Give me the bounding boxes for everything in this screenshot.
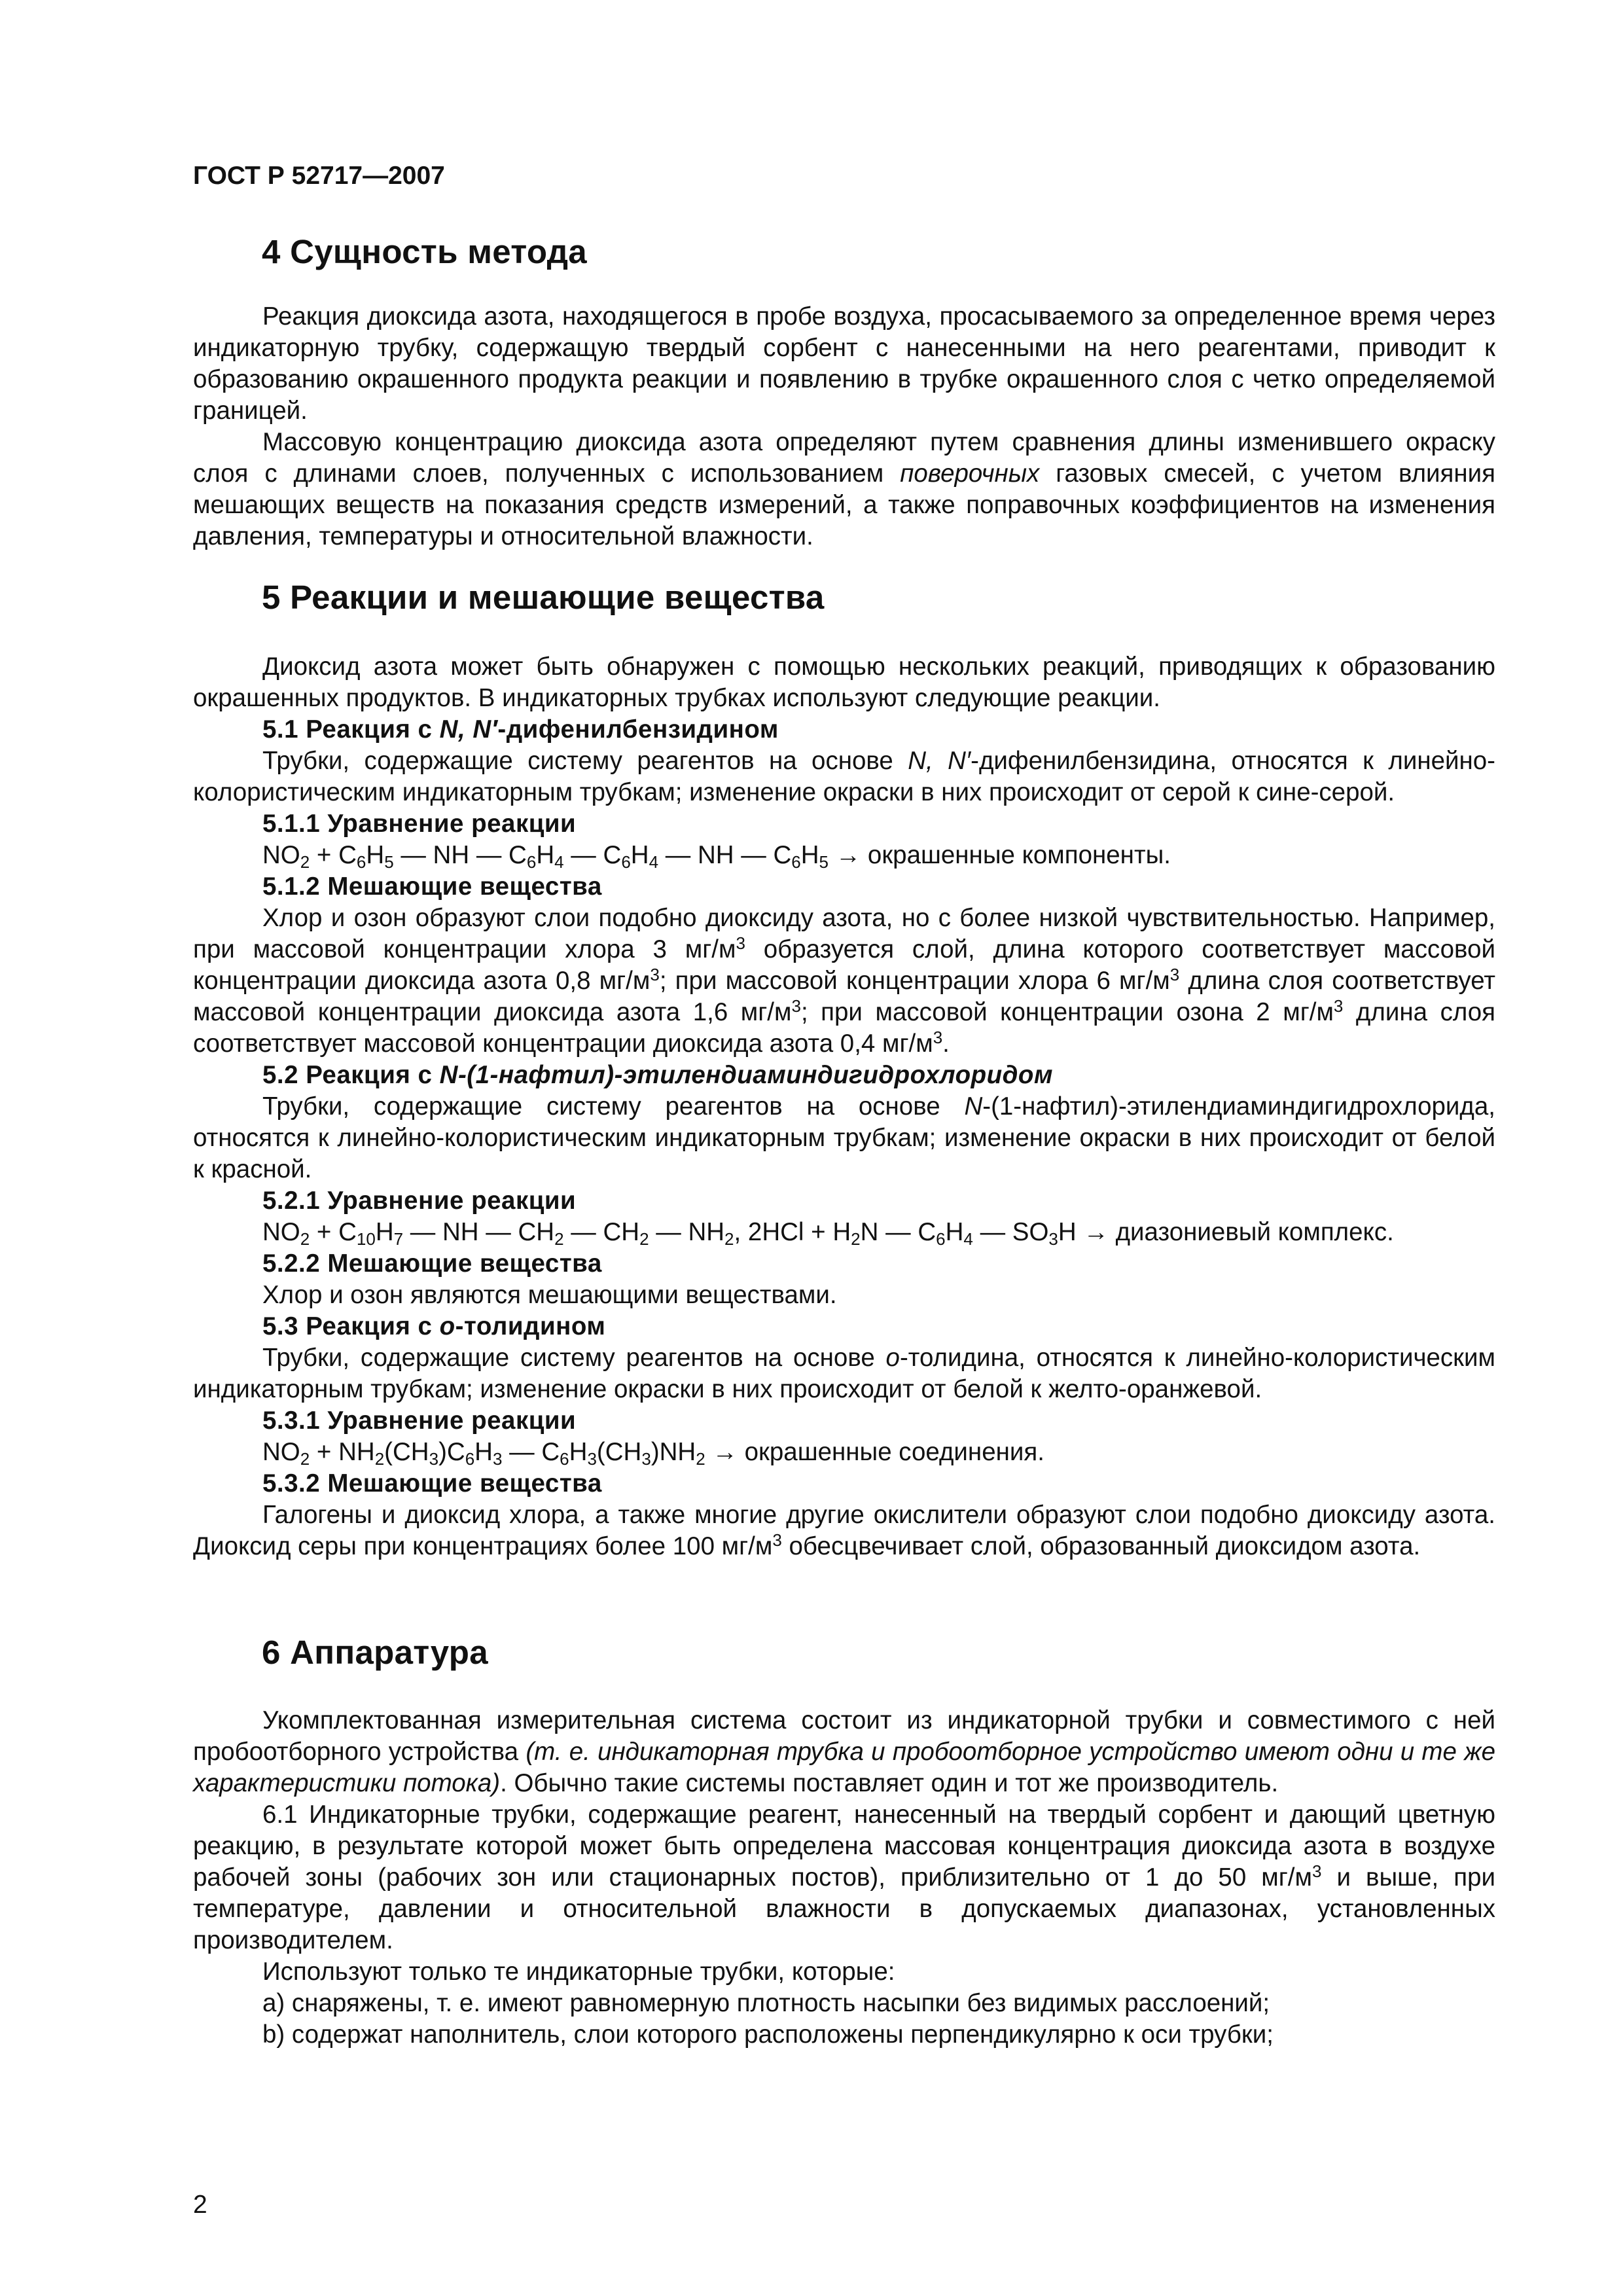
subsection-heading: 5.3.1 Уравнение реакции <box>262 1407 577 1435</box>
subsection-heading: 5.2.1 Уравнение реакции <box>262 1187 577 1215</box>
paragraph: Диоксид азота может быть обнаружен с помощью нескольких реакций, приводящих к образованию окрашенных продуктов. В индикаторных трубках используют следующие реакции. <box>193 653 1495 712</box>
subsection-heading: 5.1 Реакция с N, N′-дифенилбензидином <box>262 715 779 744</box>
page-number: 2 <box>193 2191 207 2219</box>
section-4-title: 4 Сущность метода <box>262 233 587 270</box>
subsection-heading: 5.1.1 Уравнение реакции <box>262 810 577 838</box>
paragraph: Укомплектованная измерительная система состоит из индикаторной трубки и совместимого с ней пробоотборного устройства (т. е. индикаторная трубка и пробоотборное устройство имеют одни и те же характеристики потока). Обычно такие системы поставляет один и тот же производитель. <box>193 1706 1495 1797</box>
paragraph: Реакция диоксида азота, находящегося в пробе воздуха, просасываемого за определенное время через индикаторную трубку, содержащую твердый сорбент с нанесенными на него реагентами, приводит к образованию окрашенного продукта реакции и появлению в трубке окрашенного слоя с четко определяемой границей. <box>193 302 1495 425</box>
section-5-title: 5 Реакции и мешающие вещества <box>262 579 825 616</box>
paragraph: Галогены и диоксид хлора, а также многие другие окислители образуют слои подобно диоксиду азота. Диоксид серы при концентрациях более 100 $мг/м^3$ обесцвечивает слой, образованный диоксидом азота. <box>193 1501 1495 1560</box>
paragraph: Трубки, содержащие систему реагентов на основе N, N′-дифенилбензидина, относятся к линейно-колористическим индикаторным трубкам; изменение окраски в них происходит от серой к сине-серой. <box>193 747 1496 806</box>
section-6-body <box>193 1705 1495 2051</box>
subsection-heading: 5.3 Реакция с о-толидином <box>262 1312 606 1340</box>
paragraph: Трубки, содержащие систему реагентов на основе N-(1-нафтил)-этилендиаминдигидрохлорида, относятся к линейно-колористическим индикаторным трубкам; изменение окраски в них происходит от белой к красной. <box>193 1092 1495 1183</box>
list-item: b) содержат наполнитель, слои которого расположены перпендикулярно к оси трубки; <box>262 2020 1274 2049</box>
reaction-equation: $NO_2 + C_{10}H_7$ — NH — $CH_2$ — $CH_2$ — $NH_2$, $2HCl + H_2N$ — $C_6H_4$ — $SO_3H$ → диазониевый комплекс. <box>262 1218 1394 1249</box>
section-5-body <box>193 651 1495 1562</box>
paragraph: Хлор и озон являются мешающими веществами. <box>262 1281 837 1309</box>
subsection-heading: 5.3.2 Мешающие вещества <box>262 1469 602 1498</box>
subsection-heading: 5.2.2 Мешающие вещества <box>262 1249 602 1278</box>
paragraph: Хлор и озон образуют слои подобно диоксиду азота, но с более низкой чувствительностью. Например, при массовой концентрации хлора 3 $мг/м^3$ образуется слой, длина которого соответствует массовой концентрации диоксида азота 0,8 $мг/м^3$; при массовой концентрации хлора 6 $мг/м^3$ длина слоя соответствует массовой концентрации диоксида азота 1,6 $мг/м^3$; при массовой концентрации озона 2 $мг/м^3$ длина слоя соответствует массовой концентрации диоксида азота 0,4 $мг/м^3$. <box>193 904 1495 1058</box>
paragraph: 6.1 Индикаторные трубки, содержащие реагент, нанесенный на твердый сорбент и дающий цветную реакцию, в результате которой может быть определена массовая концентрация диоксида азота в воздухе рабочей зоны (рабочих зон или стационарных постов), приблизительно от 1 до 50 $мг/м^3$ и выше, при температуре, давлении и относительной влажности в допускаемых диапазонах, установленных производителем. <box>193 1801 1495 1954</box>
paragraph: Используют только те индикаторные трубки, которые: <box>262 1958 895 1986</box>
reaction-equation: $NO_2 + NH_2(CH_3)C_6H_3$ — $C_6H_3(CH_3)NH_2$ → окрашенные соединения. <box>262 1438 1044 1469</box>
document-code: ГОСТ Р 52717—2007 <box>193 162 445 190</box>
list-item: a) снаряжены, т. е. имеют равномерную плотность насыпки без видимых расслоений; <box>262 1989 1270 2017</box>
paragraph: Трубки, содержащие систему реагентов на основе о-толидина, относятся к линейно-колористическим индикаторным трубкам; изменение окраски в них происходит от белой к желто-оранжевой. <box>193 1344 1495 1403</box>
subsection-heading: 5.1.2 Мешающие вещества <box>262 872 602 901</box>
reaction-equation: $NO_2 + C_6H_5$ — NH — $C_6H_4$ — $C_6H_4$ — NH — $C_6H_5$ → окрашенные компоненты. <box>262 841 1171 872</box>
section-4-body <box>193 301 1495 552</box>
paragraph: Массовую концентрацию диоксида азота определяют путем сравнения длины изменившего окраску слоя с длинами слоев, полученных с использованием поверочных газовых смесей, с учетом влияния мешающих веществ на показания средств измерений, а также поправочных коэффициентов на изменения давления, температуры и относительной влажности. <box>193 428 1496 550</box>
section-6-title: 6 Аппаратура <box>262 1634 488 1671</box>
subsection-heading: 5.2 Реакция с N-(1-нафтил)-этилендиаминдигидрохлоридом <box>262 1061 1053 1089</box>
